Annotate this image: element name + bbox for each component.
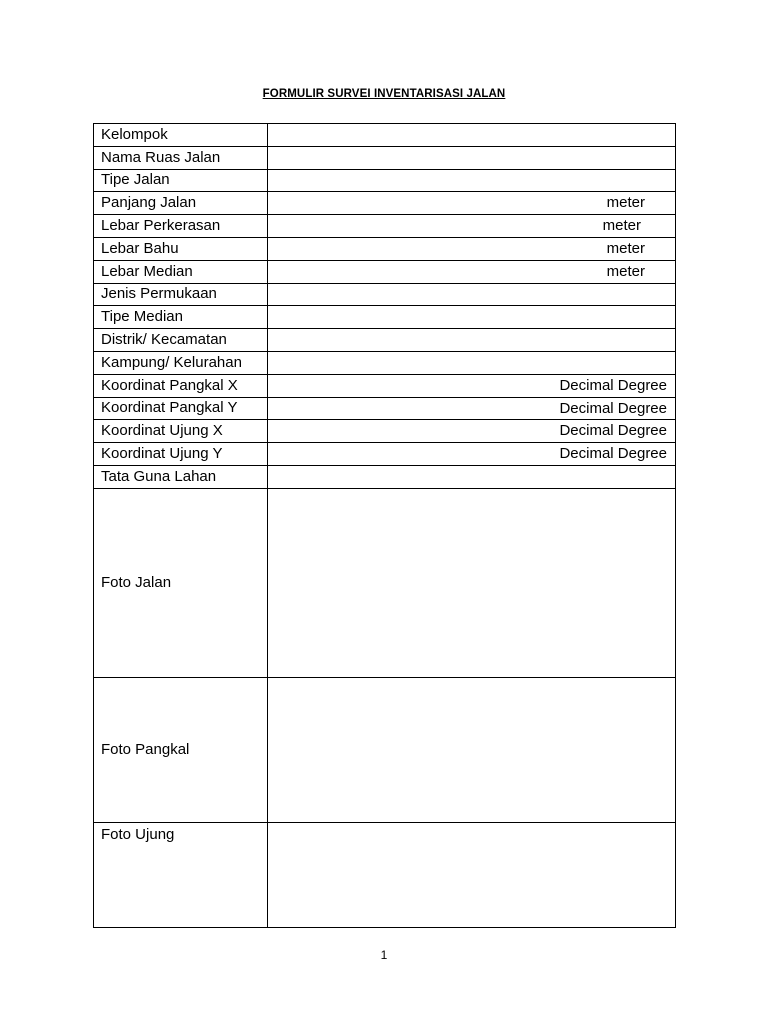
form-row-kampung-kelurahan — [94, 351, 676, 374]
field-value-cell[interactable] — [268, 169, 676, 192]
photo-area[interactable] — [268, 488, 676, 677]
field-label: Jenis Permukaan — [94, 283, 268, 306]
photo-area[interactable] — [268, 822, 676, 927]
photo-label: Foto Ujung — [94, 822, 268, 927]
photo-area[interactable] — [268, 677, 676, 822]
form-row-nama-ruas-jalan — [94, 146, 676, 169]
field-value-cell[interactable] — [268, 215, 676, 238]
field-value-cell[interactable] — [268, 260, 676, 283]
field-value-cell[interactable] — [268, 465, 676, 488]
field-label: Koordinat Pangkal X — [94, 374, 268, 397]
page-number: 1 — [380, 948, 388, 962]
field-label: Tata Guna Lahan — [94, 465, 268, 488]
unit-label: meter — [602, 217, 641, 235]
field-label: Panjang Jalan — [94, 192, 268, 215]
form-row-foto-pangkal — [94, 677, 676, 822]
field-value-cell[interactable] — [268, 443, 676, 466]
field-label: Koordinat Pangkal Y — [94, 397, 268, 420]
field-value-cell[interactable] — [268, 124, 676, 147]
form-row-lebar-bahu — [94, 237, 676, 260]
field-label: Kelompok — [94, 124, 268, 147]
field-label: Nama Ruas Jalan — [94, 146, 268, 169]
field-value-cell[interactable] — [268, 329, 676, 352]
field-value-cell[interactable] — [268, 237, 676, 260]
form-row-kelompok — [94, 124, 676, 147]
unit-label: Decimal Degree — [559, 422, 667, 440]
field-label: Kampung/ Kelurahan — [94, 351, 268, 374]
field-value-cell[interactable] — [268, 351, 676, 374]
field-value-cell[interactable] — [268, 420, 676, 443]
unit-label: meter — [606, 262, 645, 280]
field-value-cell[interactable] — [268, 192, 676, 215]
survey-form-table — [93, 123, 676, 928]
field-label: Tipe Jalan — [94, 169, 268, 192]
field-value-cell[interactable] — [268, 146, 676, 169]
form-row-lebar-median — [94, 260, 676, 283]
form-row-foto-ujung — [94, 822, 676, 927]
form-row-lebar-perkerasan — [94, 215, 676, 238]
form-row-jenis-permukaan — [94, 283, 676, 306]
field-value-cell[interactable] — [268, 283, 676, 306]
unit-label: Decimal Degree — [559, 445, 667, 463]
photo-label: Foto Jalan — [94, 488, 268, 677]
form-title: FORMULIR SURVEI INVENTARISASI JALAN — [262, 88, 506, 100]
form-row-tata-guna-lahan — [94, 465, 676, 488]
field-label: Lebar Median — [94, 260, 268, 283]
form-row-koordinat-pangkal-x — [94, 374, 676, 397]
field-label: Lebar Bahu — [94, 237, 268, 260]
form-row-koordinat-ujung-y — [94, 443, 676, 466]
form-row-panjang-jalan — [94, 192, 676, 215]
unit-label: meter — [606, 239, 645, 257]
unit-label: meter — [606, 194, 645, 212]
field-value-cell[interactable] — [268, 306, 676, 329]
form-row-koordinat-ujung-x — [94, 420, 676, 443]
unit-label: Decimal Degree — [559, 376, 667, 394]
field-label: Koordinat Ujung Y — [94, 443, 268, 466]
form-row-tipe-median — [94, 306, 676, 329]
field-value-cell[interactable] — [268, 397, 676, 420]
form-row-koordinat-pangkal-y — [94, 397, 676, 420]
unit-label: Decimal Degree — [559, 399, 667, 417]
field-label: Koordinat Ujung X — [94, 420, 268, 443]
form-row-tipe-jalan — [94, 169, 676, 192]
form-row-distrik-kecamatan — [94, 329, 676, 352]
form-row-foto-jalan — [94, 488, 676, 677]
field-value-cell[interactable] — [268, 374, 676, 397]
field-label: Distrik/ Kecamatan — [94, 329, 268, 352]
field-label: Tipe Median — [94, 306, 268, 329]
photo-label: Foto Pangkal — [94, 677, 268, 822]
field-label: Lebar Perkerasan — [94, 215, 268, 238]
